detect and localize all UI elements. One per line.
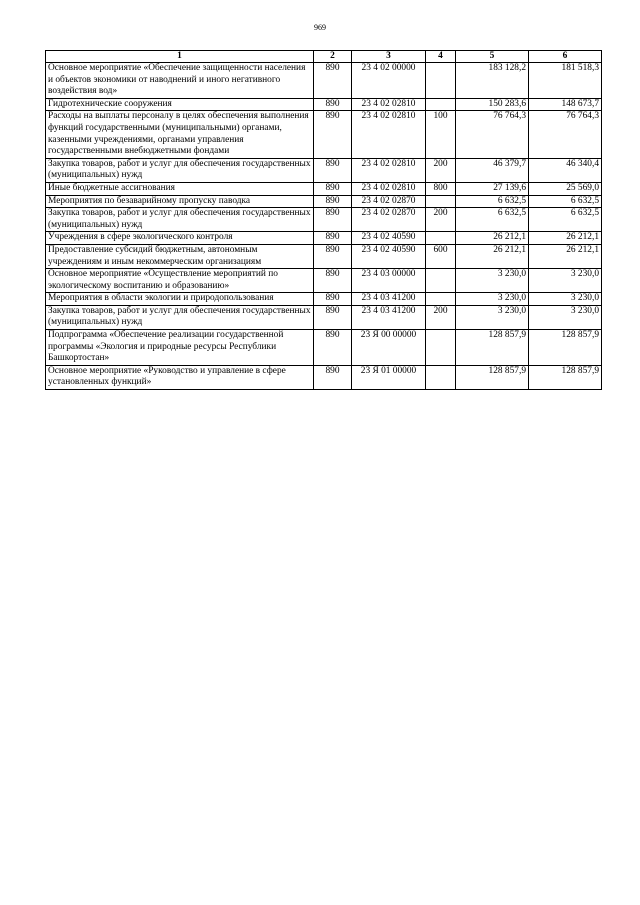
table-header-row xyxy=(46,51,602,63)
row-name-cell: Иные бюджетные ассигнования xyxy=(46,182,314,195)
row-name-cell: Закупка товаров, работ и услуг для обеспечения государственных (муниципальных) нужд xyxy=(46,305,314,329)
expense-type-cell: 200 xyxy=(426,208,456,232)
amount-2-cell: 6 632,5 xyxy=(529,208,602,232)
amount-2-cell: 3 230,0 xyxy=(529,293,602,306)
row-name-cell: Подпрограмма «Обеспечение реализации государственной программы «Экология и природные ресурсы Республики Башкортостан» xyxy=(46,330,314,366)
header-col-4: 4 xyxy=(426,51,456,63)
ministry-code-cell: 890 xyxy=(314,208,352,232)
ministry-code-cell: 890 xyxy=(314,269,352,293)
table-row xyxy=(46,365,602,389)
table-row xyxy=(46,293,602,306)
target-code-cell: 23 4 02 00000 xyxy=(352,63,426,99)
table-row xyxy=(46,182,602,195)
table-row xyxy=(46,111,602,158)
amount-1-cell: 46 379,7 xyxy=(456,158,529,182)
amount-1-cell: 6 632,5 xyxy=(456,195,529,208)
amount-1-cell: 76 764,3 xyxy=(456,111,529,158)
amount-2-cell: 25 569,0 xyxy=(529,182,602,195)
amount-1-cell: 150 283,6 xyxy=(456,98,529,111)
expense-type-cell xyxy=(426,195,456,208)
expense-type-cell xyxy=(426,63,456,99)
header-col-3: 3 xyxy=(352,51,426,63)
ministry-code-cell: 890 xyxy=(314,293,352,306)
amount-1-cell: 26 212,1 xyxy=(456,232,529,245)
row-name-cell: Расходы на выплаты персоналу в целях обеспечения выполнения функций государственными (муниципальными) органами, казенными учреждениями, органами управления государственными внебюджетными фондами xyxy=(46,111,314,158)
target-code-cell: 23 4 03 41200 xyxy=(352,305,426,329)
target-code-cell: 23 Я 01 00000 xyxy=(352,365,426,389)
target-code-cell: 23 4 03 00000 xyxy=(352,269,426,293)
amount-2-cell: 6 632,5 xyxy=(529,195,602,208)
amount-1-cell: 3 230,0 xyxy=(456,269,529,293)
table-row xyxy=(46,269,602,293)
table-row xyxy=(46,232,602,245)
amount-1-cell: 128 857,9 xyxy=(456,365,529,389)
expense-type-cell: 200 xyxy=(426,305,456,329)
expense-type-cell xyxy=(426,269,456,293)
target-code-cell: 23 4 02 02810 xyxy=(352,111,426,158)
amount-1-cell: 3 230,0 xyxy=(456,293,529,306)
row-name-cell: Закупка товаров, работ и услуг для обеспечения государственных (муниципальных) нужд xyxy=(46,158,314,182)
row-name-cell: Мероприятия в области экологии и природопользования xyxy=(46,293,314,306)
target-code-cell: 23 4 03 41200 xyxy=(352,293,426,306)
amount-2-cell: 3 230,0 xyxy=(529,305,602,329)
expense-type-cell xyxy=(426,365,456,389)
table-row xyxy=(46,158,602,182)
ministry-code-cell: 890 xyxy=(314,158,352,182)
amount-2-cell: 181 518,3 xyxy=(529,63,602,99)
target-code-cell: 23 Я 00 00000 xyxy=(352,330,426,366)
header-col-6: 6 xyxy=(529,51,602,63)
expense-type-cell xyxy=(426,232,456,245)
amount-1-cell: 27 139,6 xyxy=(456,182,529,195)
expense-type-cell xyxy=(426,293,456,306)
amount-2-cell: 46 340,4 xyxy=(529,158,602,182)
expense-type-cell: 100 xyxy=(426,111,456,158)
row-name-cell: Учреждения в сфере экологического контроля xyxy=(46,232,314,245)
ministry-code-cell: 890 xyxy=(314,195,352,208)
table-row xyxy=(46,208,602,232)
target-code-cell: 23 4 02 02810 xyxy=(352,182,426,195)
amount-1-cell: 6 632,5 xyxy=(456,208,529,232)
header-col-5: 5 xyxy=(456,51,529,63)
row-name-cell: Основное мероприятие «Осуществление мероприятий по экологическому воспитанию и образованию» xyxy=(46,269,314,293)
row-name-cell: Мероприятия по безаварийному пропуску паводка xyxy=(46,195,314,208)
expense-type-cell: 200 xyxy=(426,158,456,182)
ministry-code-cell: 890 xyxy=(314,330,352,366)
ministry-code-cell: 890 xyxy=(314,244,352,268)
target-code-cell: 23 4 02 02870 xyxy=(352,208,426,232)
expense-type-cell: 600 xyxy=(426,244,456,268)
row-name-cell: Закупка товаров, работ и услуг для обеспечения государственных (муниципальных) нужд xyxy=(46,208,314,232)
row-name-cell: Предоставление субсидий бюджетным, автономным учреждениям и иным некоммерческим организациям xyxy=(46,244,314,268)
header-col-1: 1 xyxy=(46,51,314,63)
ministry-code-cell: 890 xyxy=(314,232,352,245)
target-code-cell: 23 4 02 40590 xyxy=(352,244,426,268)
amount-2-cell: 128 857,9 xyxy=(529,365,602,389)
expense-type-cell xyxy=(426,98,456,111)
row-name-cell: Основное мероприятие «Обеспечение защищенности населения и объектов экономики от наводнений и иного негативного воздействия вод» xyxy=(46,63,314,99)
page-number: 969 xyxy=(314,23,326,32)
header-col-2: 2 xyxy=(314,51,352,63)
expense-type-cell xyxy=(426,330,456,366)
amount-2-cell: 26 212,1 xyxy=(529,244,602,268)
ministry-code-cell: 890 xyxy=(314,182,352,195)
amount-2-cell: 76 764,3 xyxy=(529,111,602,158)
row-name-cell: Основное мероприятие «Руководство и управление в сфере установленных функций» xyxy=(46,365,314,389)
amount-2-cell: 3 230,0 xyxy=(529,269,602,293)
expense-type-cell: 800 xyxy=(426,182,456,195)
table-row xyxy=(46,244,602,268)
table-row xyxy=(46,330,602,366)
target-code-cell: 23 4 02 40590 xyxy=(352,232,426,245)
ministry-code-cell: 890 xyxy=(314,111,352,158)
target-code-cell: 23 4 02 02870 xyxy=(352,195,426,208)
target-code-cell: 23 4 02 02810 xyxy=(352,158,426,182)
amount-2-cell: 148 673,7 xyxy=(529,98,602,111)
table-row xyxy=(46,305,602,329)
row-name-cell: Гидротехнические сооружения xyxy=(46,98,314,111)
ministry-code-cell: 890 xyxy=(314,98,352,111)
amount-1-cell: 128 857,9 xyxy=(456,330,529,366)
ministry-code-cell: 890 xyxy=(314,365,352,389)
amount-1-cell: 3 230,0 xyxy=(456,305,529,329)
table-body xyxy=(46,63,602,390)
amount-2-cell: 128 857,9 xyxy=(529,330,602,366)
amount-1-cell: 26 212,1 xyxy=(456,244,529,268)
amount-2-cell: 26 212,1 xyxy=(529,232,602,245)
table-row xyxy=(46,63,602,99)
ministry-code-cell: 890 xyxy=(314,63,352,99)
ministry-code-cell: 890 xyxy=(314,305,352,329)
table-row xyxy=(46,98,602,111)
table-row xyxy=(46,195,602,208)
amount-1-cell: 183 128,2 xyxy=(456,63,529,99)
target-code-cell: 23 4 02 02810 xyxy=(352,98,426,111)
budget-table xyxy=(45,50,602,390)
